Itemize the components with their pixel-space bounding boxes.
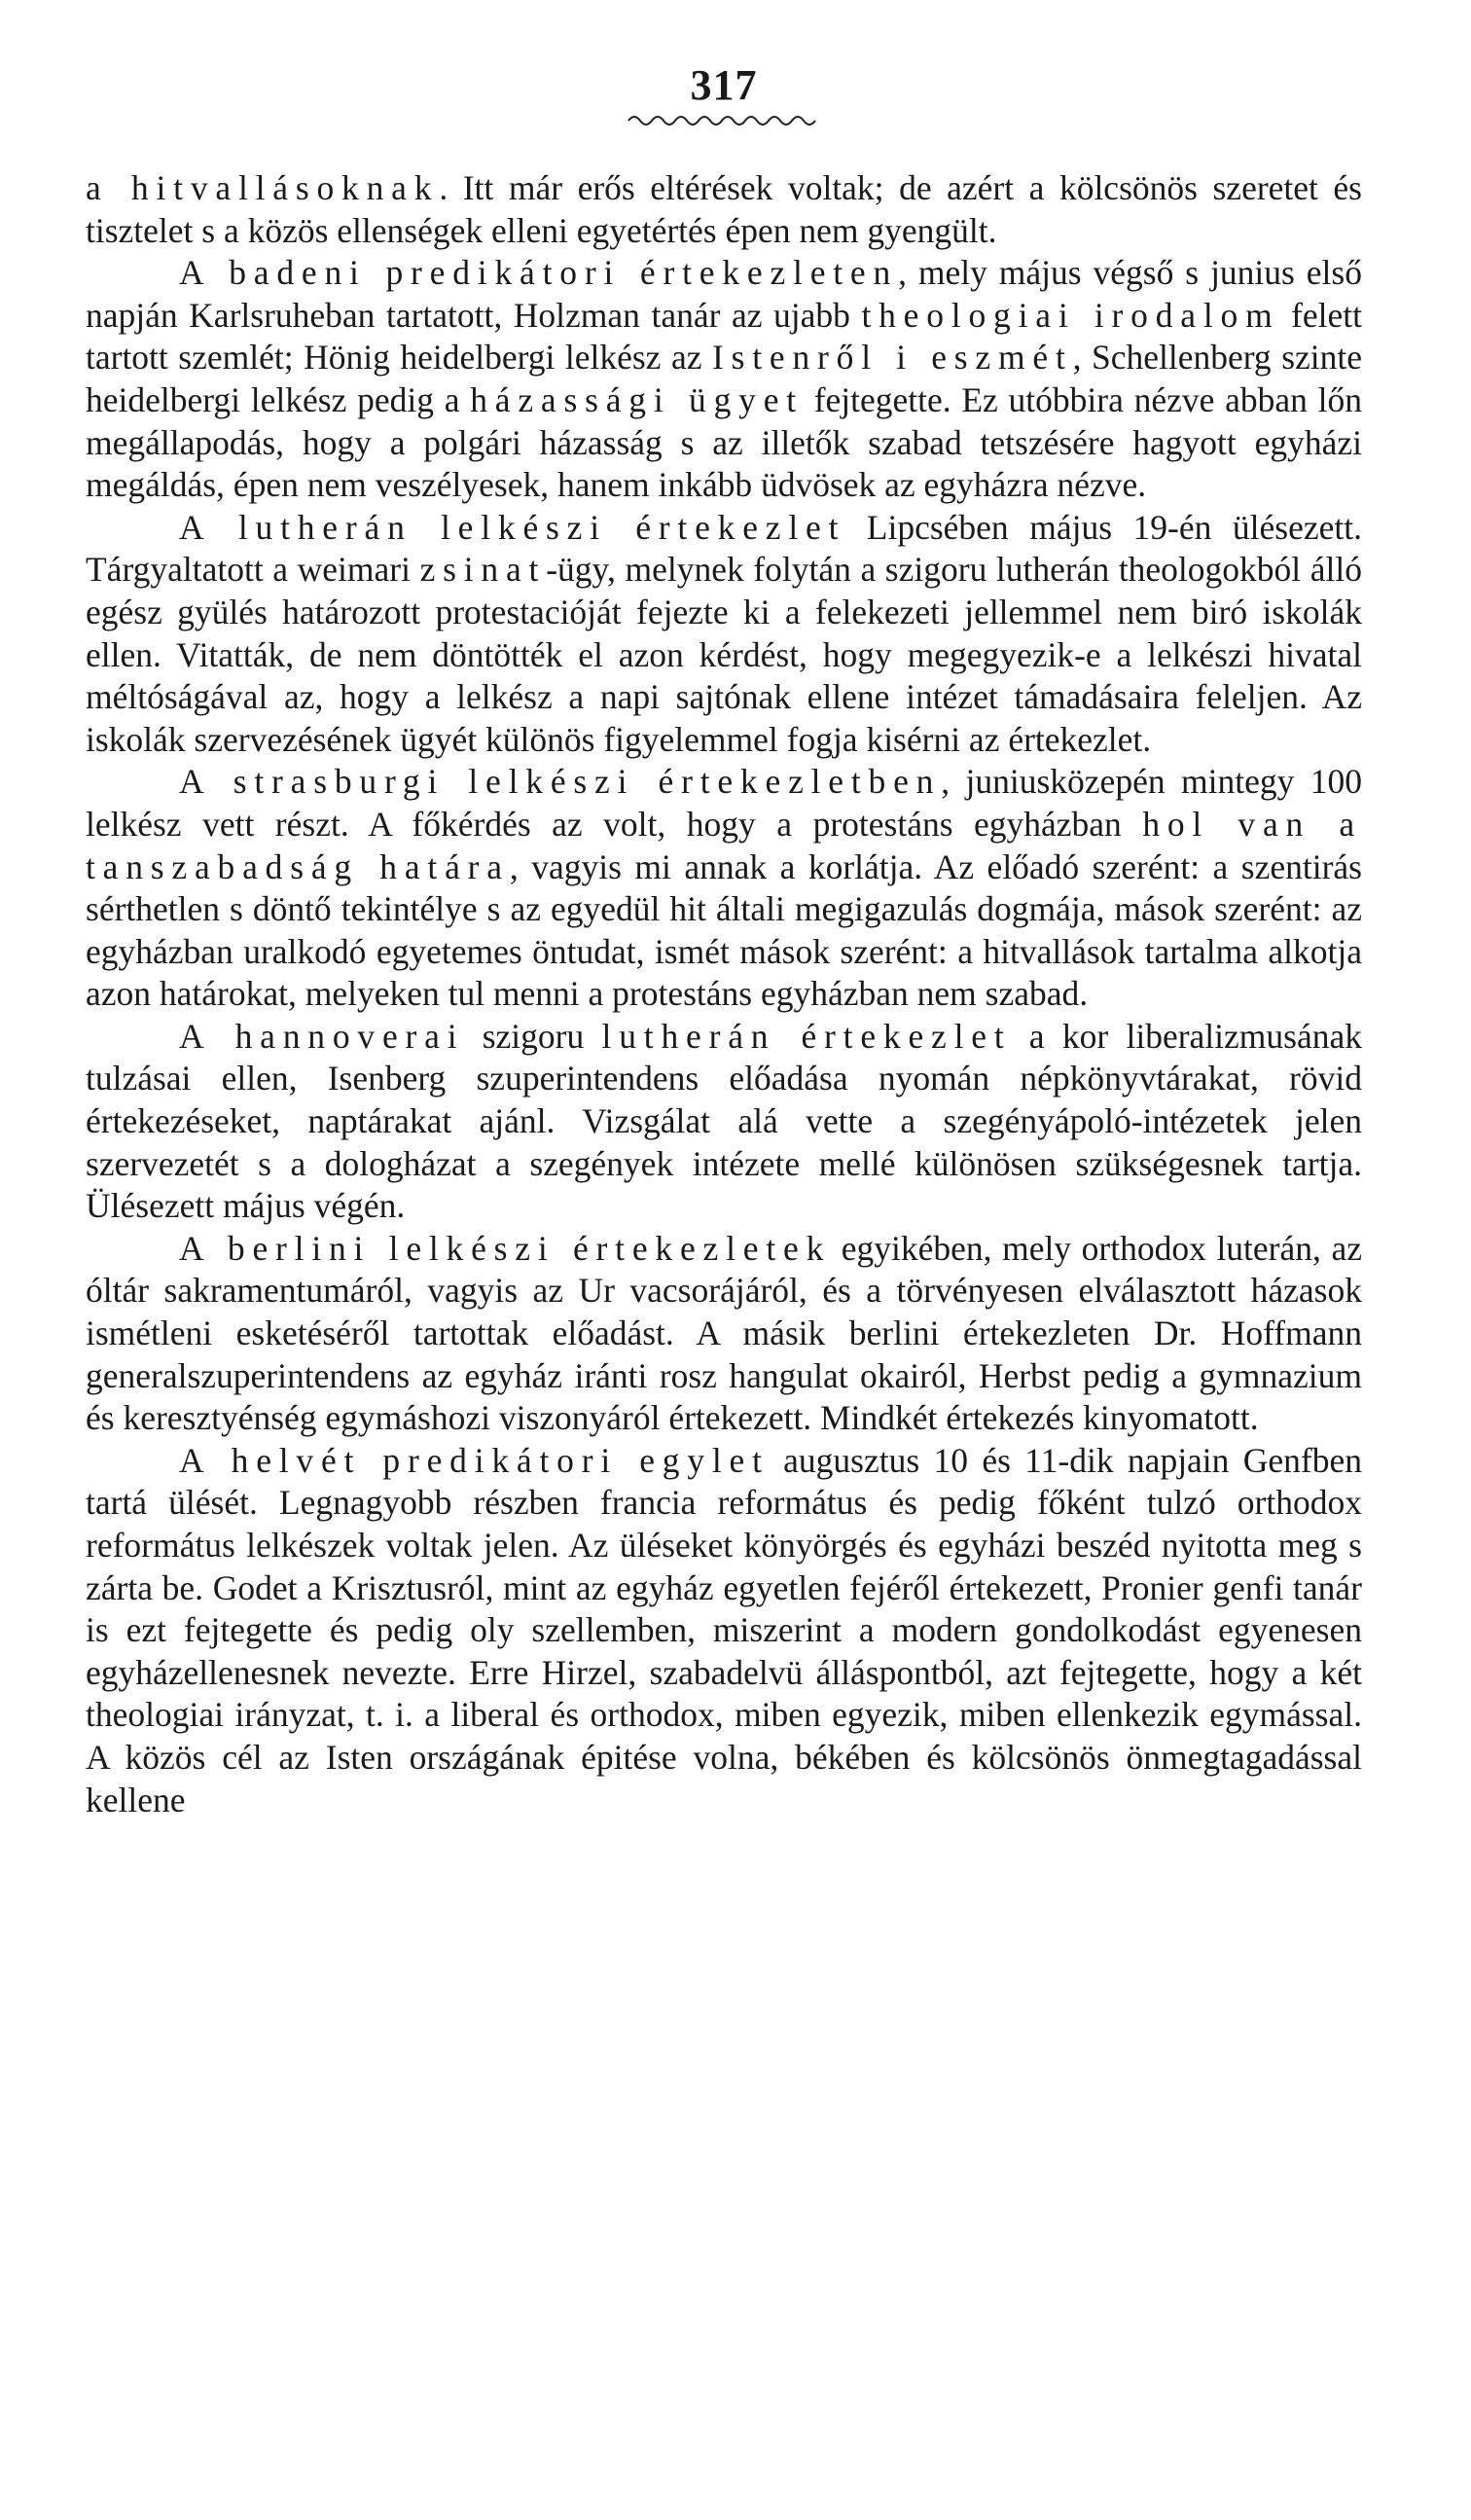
- header-ornament-icon: [86, 111, 1362, 130]
- spaced-emphasis-text: a hitvallásoknak: [86, 168, 440, 207]
- article-body: [86, 167, 1362, 1821]
- paragraph: [86, 507, 1362, 762]
- paragraph-text: a kor liberalizmusának tulzásai ellen, Isenberg szuperintendens előadása nyomán népkönyvtárakat, rövid értekezéseket, naptárakat ajánl. Vizsgálat alá vette a szegényápoló-intézetek jelen szervezetét s a dologházat a szegények intézete mellé különösen szükségesnek tartja. Ülésezett május végén.: [86, 1016, 1362, 1226]
- spaced-emphasis-text: A badeni predikátori értekezleten: [179, 253, 899, 293]
- spaced-emphasis-text: lutherán értekezlet: [601, 1016, 1012, 1056]
- spaced-emphasis-text: A berlini lelkészi értekezletek: [179, 1228, 832, 1268]
- paragraph-text: szigoru: [464, 1016, 602, 1056]
- spaced-emphasis-text: zsinat: [419, 550, 547, 590]
- paragraph-text: , vagyis mi annak a korlátja. Az előadó szerént: a szentirás sérthetlen s döntő tekintélye s az egyedül hit általi megigazulás dogmája, mások szerént: az egyházban uralkodó egyetemes öntudat, ismét mások szerént: a hitvallások tartalma alkotja azon határokat, melyeken tul menni a protestáns egyházban nem szabad.: [86, 846, 1362, 1014]
- paragraph-text: Lipcsében május 19-én ülésezett. Tárgyaltatott a weimari: [86, 507, 1362, 590]
- spaced-emphasis-text: házassági ügyet: [470, 379, 804, 419]
- page-number: 317: [690, 61, 758, 109]
- paragraph: [86, 252, 1362, 507]
- paragraph: [86, 761, 1362, 1016]
- spaced-emphasis-text: Istenről i eszmét: [711, 338, 1073, 378]
- paragraph-text: fejtegette. Ez utóbbira nézve abban lőn megállapodás, hogy a polgári házasság s az illetők szabad tetszésére hagyott egyházi megáldás, épen nem veszélyesek, hanem inkább üdvösek az egyházra nézve.: [86, 379, 1362, 505]
- spaced-emphasis-text: A lutherán lelkészi értekezlet: [179, 507, 846, 547]
- paragraph-text: , Schellenberg szinte heidelbergi lelkész pedig a: [86, 338, 1362, 419]
- paragraph-text: egyikében, mely orthodox luterán, az óltár sakramentumáról, vagyis az Ur vacsorájáról, és a törvényesen elválasztott házasok ismétleni esketéséről tartottak előadást. A másik berlini értekezleten Dr. Hoffmann generalszuperintendens az egyház iránti rosz hangulat okairól, Herbst pedig a gymnazium és keresztyénség egymáshozi viszonyáról értekezett. Mindkét értekezés kinyomatott.: [86, 1228, 1362, 1438]
- spaced-emphasis-text: A strasburgi lelkészi értekezletben: [179, 762, 942, 802]
- spaced-emphasis-text: hol van a tanszabadság határa: [86, 804, 1362, 886]
- paragraph: [86, 1440, 1362, 1821]
- paragraph-text: -ügy, melynek folytán a szigoru lutherán theologokból álló egész gyülés határozott protestacióját fejezte ki a felekezeti jellemmel nem biró iskolák ellen. Vitatták, de nem döntötték el azon kérdést, hogy megegyezik-e a lelkészi hivatal méltóságával az, hogy a lelkész a napi sajtónak ellene intézet támadásaira feleljen. Az iskolák szervezésének ügyét különös figyelemmel fogja kisérni az értekezlet.: [86, 550, 1362, 759]
- paragraph-text: , mely május végső s junius első napján Karlsruheban tartatott, Holzman tanár az ujabb: [86, 253, 1362, 335]
- paragraph-text: , juniusközepén mintegy 100 lelkész vett részt. A főkérdés az volt, hogy a protestáns egyházban: [86, 762, 1362, 844]
- book-page: [86, 0, 1362, 2520]
- paragraph: [86, 1016, 1362, 1228]
- paragraph-text: augusztus 10 és 11-dik napjain Genfben tartá ülését. Legnagyobb részben francia református és pedig főként tulzó orthodox református lelkészek voltak jelen. Az üléseket könyörgés és egyházi beszéd nyitotta meg s zárta be. Godet a Krisztusról, mint az egyház egyetlen fejéről értekezett, Pronier genfi tanár is ezt fejtegette és pedig oly szellemben, miszerint a modern gondolkodást egyenesen egyházellenesnek nevezte. Erre Hirzel, szabadelvü álláspontból, azt fejtegette, hogy a két theologiai irányzat, t. i. a liberal és orthodox, miben egyezik, miben ellenkezik egymással. A közös cél az Isten országának épitése volna, békében és kölcsönös önmegtagadással kellene: [86, 1440, 1362, 1819]
- wavy-rule-icon: [627, 111, 821, 130]
- paragraph: [86, 1228, 1362, 1440]
- spaced-emphasis-text: A hannoverai: [179, 1016, 465, 1056]
- spaced-emphasis-text: A helvét predikátori egylet: [179, 1440, 770, 1480]
- paragraph-text: . Itt már erős eltérések voltak; de azért a kölcsönös szeretet és tisztelet s a közös ellenségek elleni egyetértés épen nem gyengült.: [86, 168, 1362, 250]
- paragraph: [86, 167, 1362, 252]
- paragraph-text: felett tartott szemlét; Hönig heidelbergi lelkész az: [86, 295, 1362, 378]
- spaced-emphasis-text: theologiai irodalom: [861, 295, 1280, 335]
